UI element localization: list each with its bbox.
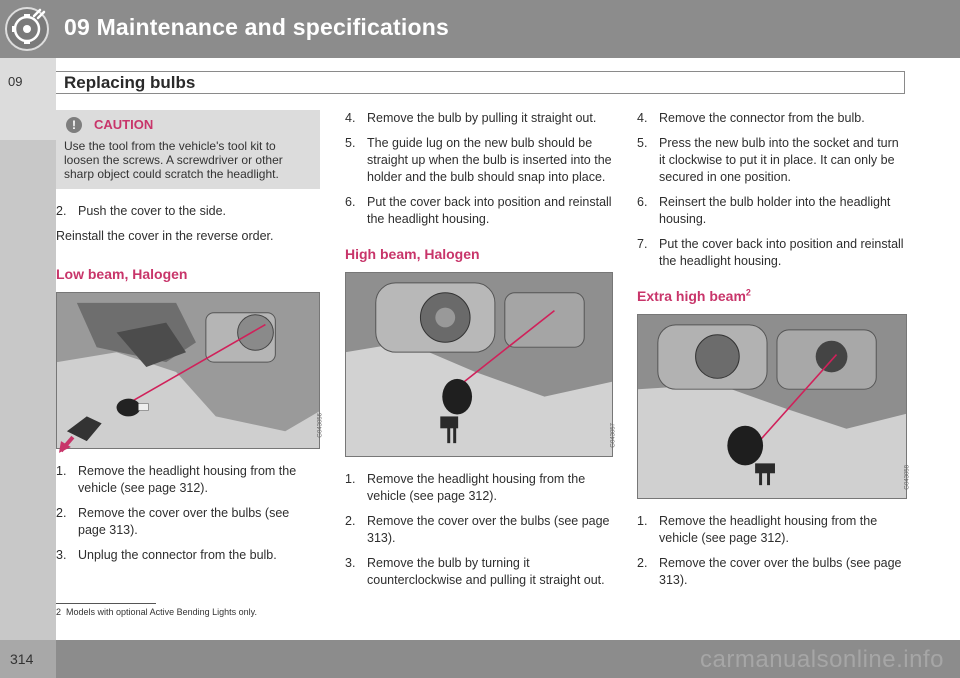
figure-code: G043058 bbox=[905, 465, 911, 490]
chapter-number: 09 bbox=[8, 74, 23, 89]
step-text: Put the cover back into position and reinstall the headlight housing. bbox=[659, 237, 904, 268]
caution-title: CAUTION bbox=[94, 117, 154, 132]
figure-high-beam bbox=[345, 272, 617, 457]
chapter-title: 09 Maintenance and specifications bbox=[64, 14, 449, 40]
step-number: 2. bbox=[56, 506, 67, 520]
step-number: 5. bbox=[637, 136, 648, 150]
step-text: Put the cover back into position and reinstall the headlight housing. bbox=[367, 195, 612, 226]
footnote-divider bbox=[56, 603, 156, 604]
footnote-ref: 2 bbox=[745, 287, 751, 298]
list-item bbox=[637, 110, 907, 127]
step-text: Remove the cover over the bulbs (see page 313). bbox=[367, 514, 610, 545]
step-number: 6. bbox=[345, 195, 356, 209]
step-text: Remove the connector from the bulb. bbox=[659, 111, 865, 125]
figure-code: G043056 bbox=[318, 413, 324, 438]
figure-code: G043057 bbox=[611, 423, 617, 448]
list-item bbox=[345, 194, 613, 228]
wrench-gear-icon bbox=[4, 6, 50, 52]
warning-icon: ! bbox=[66, 117, 82, 133]
reinstall-text: Reinstall the cover in the reverse order. bbox=[56, 229, 274, 243]
section-title-box bbox=[56, 71, 905, 94]
list-item bbox=[345, 110, 613, 127]
chapter-header bbox=[0, 0, 960, 58]
step-text: Remove the cover over the bulbs (see page 313). bbox=[78, 506, 290, 537]
column-2 bbox=[345, 110, 617, 597]
heading-low-beam: Low beam, Halogen bbox=[56, 266, 188, 282]
column-1 bbox=[56, 110, 324, 572]
page-footer bbox=[0, 640, 960, 678]
figure-low-beam bbox=[56, 292, 324, 449]
step-number: 2. bbox=[637, 556, 648, 570]
step-text: Remove the headlight housing from the vehicle (see page 312). bbox=[659, 514, 878, 545]
step-number: 1. bbox=[56, 464, 67, 478]
list-item bbox=[56, 203, 320, 220]
step-number: 4. bbox=[637, 111, 648, 125]
list-item bbox=[637, 513, 907, 547]
step-number: 1. bbox=[637, 514, 648, 528]
footnote bbox=[56, 607, 257, 617]
page-number: 314 bbox=[10, 651, 34, 667]
heading-text: Extra high beam bbox=[637, 288, 746, 304]
list-item bbox=[345, 135, 613, 186]
step-text: The guide lug on the new bulb should be straight up when the bulb is inserted into the holder and the bulb should snap into place. bbox=[367, 136, 612, 184]
list-item bbox=[56, 505, 320, 539]
heading-extra-high-beam bbox=[637, 288, 907, 305]
step-number: 3. bbox=[56, 548, 67, 562]
step-number: 3. bbox=[345, 556, 356, 570]
step-text: Remove the bulb by turning it counterclockwise and pulling it straight out. bbox=[367, 556, 605, 587]
column-3 bbox=[637, 110, 911, 597]
step-text: Remove the headlight housing from the vehicle (see page 312). bbox=[78, 464, 297, 495]
headlight-illustration bbox=[57, 293, 319, 448]
page-number-box bbox=[0, 640, 56, 678]
caution-text: Use the tool from the vehicle's tool kit to loosen the screws. A screwdriver or other sharp object could scratch the headlight. bbox=[64, 139, 283, 181]
watermark: carmanualsonline.info bbox=[700, 646, 944, 673]
list-item bbox=[345, 513, 613, 547]
caution-box bbox=[56, 110, 320, 189]
chapter-tab bbox=[0, 58, 56, 140]
step-number: 7. bbox=[637, 237, 648, 251]
list-item bbox=[637, 555, 907, 589]
step-number: 1. bbox=[345, 472, 356, 486]
step-number: 2. bbox=[56, 204, 67, 218]
list-item bbox=[345, 555, 613, 589]
step-number: 4. bbox=[345, 111, 356, 125]
list-item bbox=[637, 194, 907, 228]
footnote-text: Models with optional Active Bending Lights only. bbox=[66, 607, 257, 617]
step-text: Remove the headlight housing from the vehicle (see page 312). bbox=[367, 472, 586, 503]
list-item bbox=[56, 547, 320, 564]
step-text: Push the cover to the side. bbox=[78, 204, 227, 218]
heading-high-beam: High beam, Halogen bbox=[345, 246, 480, 262]
chapter-sidebar bbox=[0, 58, 56, 640]
step-text: Press the new bulb into the socket and turn it clockwise to put it in place. It can only be secured in one position. bbox=[659, 136, 899, 184]
step-text: Reinsert the bulb holder into the headlight housing. bbox=[659, 195, 891, 226]
footnote-number: 2 bbox=[56, 607, 62, 617]
step-text: Unplug the connector from the bulb. bbox=[78, 548, 277, 562]
step-text: Remove the cover over the bulbs (see page 313). bbox=[659, 556, 902, 587]
step-number: 6. bbox=[637, 195, 648, 209]
list-item bbox=[345, 471, 613, 505]
headlight-illustration bbox=[346, 273, 612, 456]
list-item bbox=[637, 135, 907, 186]
section-title: Replacing bulbs bbox=[64, 73, 196, 92]
headlight-illustration bbox=[638, 315, 906, 498]
figure-extra-high-beam bbox=[637, 314, 911, 499]
step-text: Remove the bulb by pulling it straight out. bbox=[367, 111, 597, 125]
list-item bbox=[56, 463, 320, 497]
step-number: 5. bbox=[345, 136, 356, 150]
list-item bbox=[637, 236, 907, 270]
step-number: 2. bbox=[345, 514, 356, 528]
